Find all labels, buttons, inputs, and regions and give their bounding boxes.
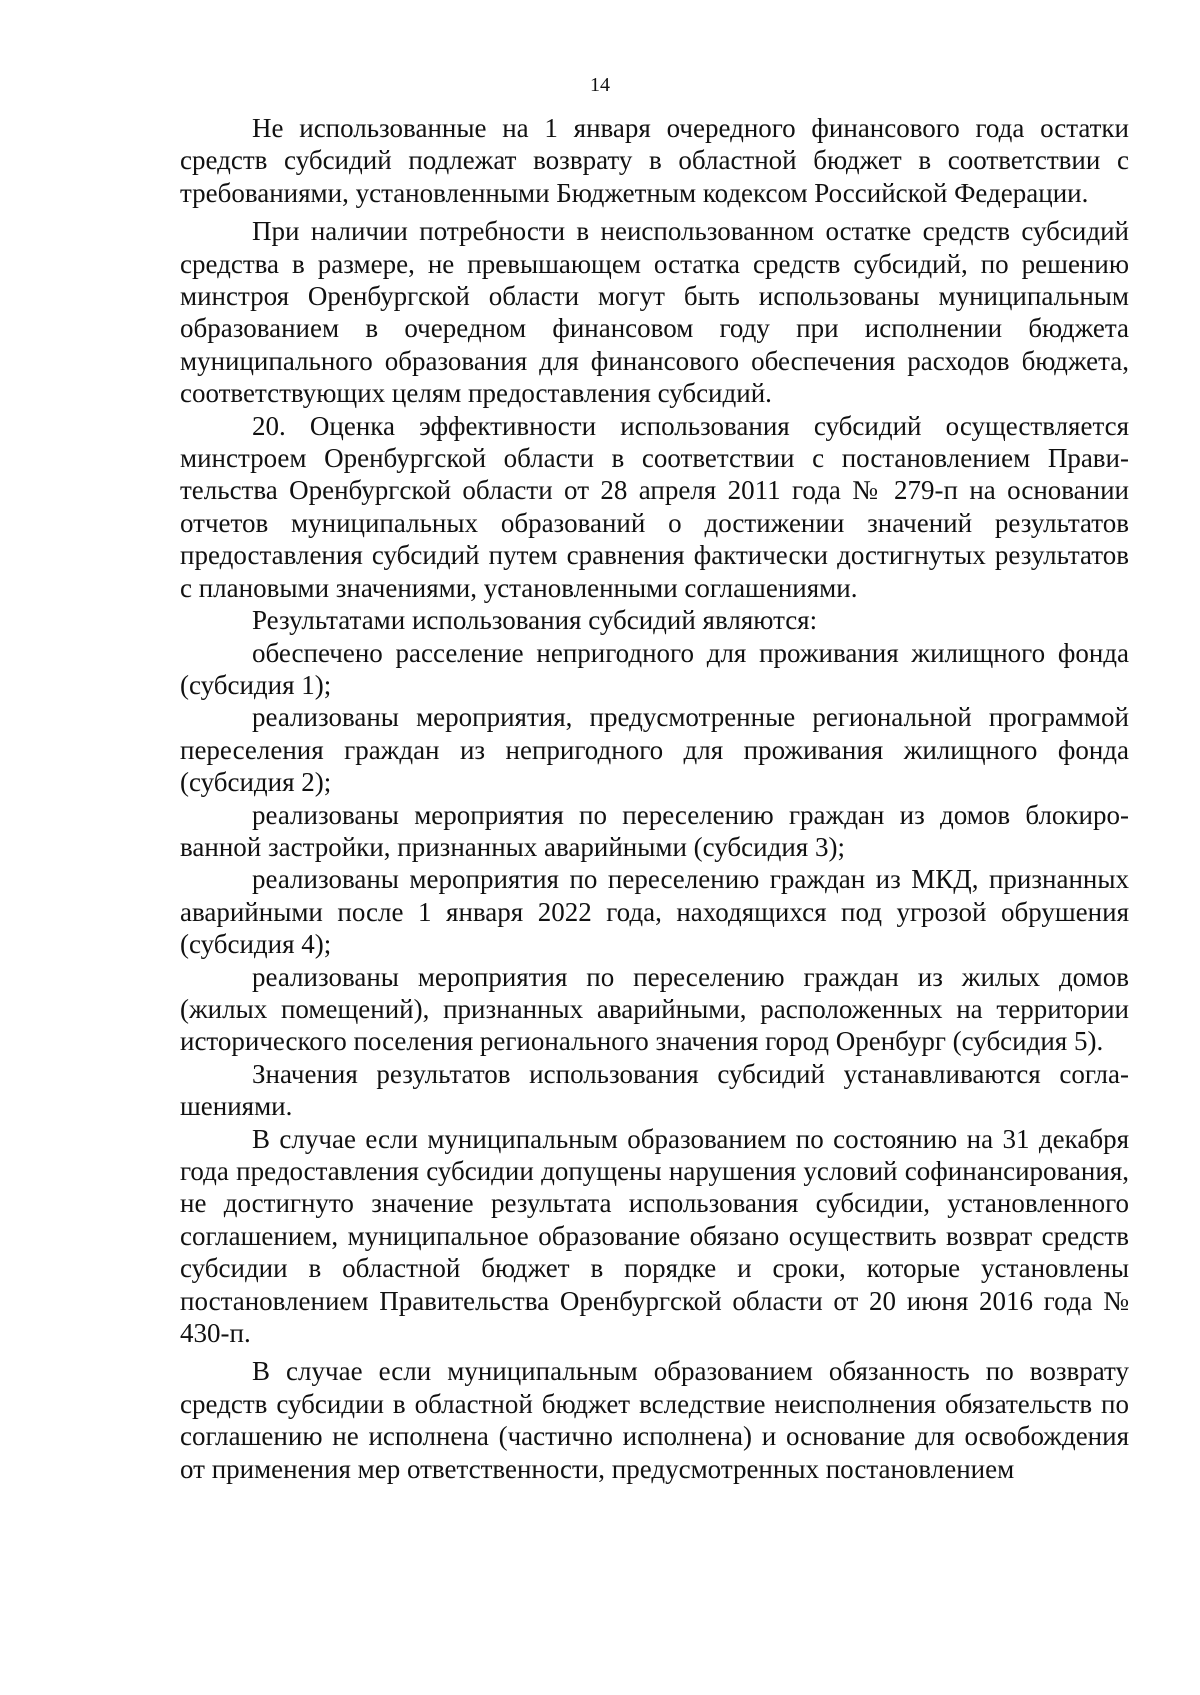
- list-item-subsidy-4: реализованы мероприятия по переселению граждан из МКД, признанных аварийными после 1 января 2022 года, находящихся под угрозой обрушения (субсидия 4);: [180, 864, 1129, 960]
- document-body: [180, 112, 1129, 1485]
- list-item-subsidy-3: реализованы мероприятия по переселению граждан из домов блокированной застройки, признанных аварийными (субсидия 3);: [180, 799, 1129, 862]
- list-item-subsidy-5: реализованы мероприятия по переселению граждан из жилых домов (жилых помещений), признанных аварийными, расположенных на территории исторического поселения регионального значения город Оренбург (субсидия 5).: [180, 961, 1129, 1057]
- list-item-subsidy-2: реализованы мероприятия, предусмотренные региональной программой переселения граждан из непригодного для проживания жилищного фонда (субсидия 2);: [180, 702, 1129, 798]
- list-item-subsidy-1: обеспечено расселение непригодного для проживания жилищного фонда (субсидия 1);: [180, 637, 1129, 700]
- paragraph-results-intro: Результатами использования субсидий являются:: [252, 605, 818, 636]
- page-number: 14: [590, 74, 610, 96]
- paragraph-result-values: Значения результатов использования субсидий устанавливаются соглашениями.: [180, 1058, 1129, 1122]
- paragraph-unused-balances: Не использованные на 1 января очередного финансового года остатки средств субсидий подлежат возврату в областной бюджет в соответствии с требованиями, установленными Бюджетным кодексом Российской Федерации.: [180, 113, 1129, 208]
- paragraph-efficiency-assessment: 20. Оценка эффективности использования субсидий осуществляется минстроем Оренбургской области в соответствии с постановлением Правительства Оренбургской области от 28 апреля 2011 года № 279-п на основании отчетов муниципальных образований о достижении значений результатов предоставления субсидий путем сравнения фактически достигнутых результатов с плановыми значениями, установленными соглашениями.: [180, 410, 1129, 603]
- paragraph-violation-return: В случае если муниципальным образованием по состоянию на 31 декабря года предоставления субсидии допущены нарушения условий софинансирования, не достигнуто значение результата использования субсидии, установленного соглашением, муниципальное образование обязано осуществить возврат средств субсидии в областной бюджет в порядке и сроки, которые установлены постановлением Правительства Оренбургской области от 20 июня 2016 года № 430-п.: [180, 1123, 1129, 1349]
- paragraph-balance-usage: При наличии потребности в неиспользованном остатке средств субсидий средства в размере, не превышающем остатка средств субсидий, по решению минстроя Оренбургской области могут быть использованы муниципальным образованием в очередном финансовом году при исполнении бюджета муниципального образования для финансового обеспечения расходов бюджета, соответствующих целям предоставления субсидий.: [180, 216, 1129, 409]
- paragraph-obligation-unfulfilled: В случае если муниципальным образованием обязанность по возврату средств субсидии в областной бюджет вследствие неисполнения обязательств по соглашению не исполнена (частично исполнена) и основание для освобождения от применения мер ответственности, предусмотренных постановлением: [180, 1356, 1129, 1484]
